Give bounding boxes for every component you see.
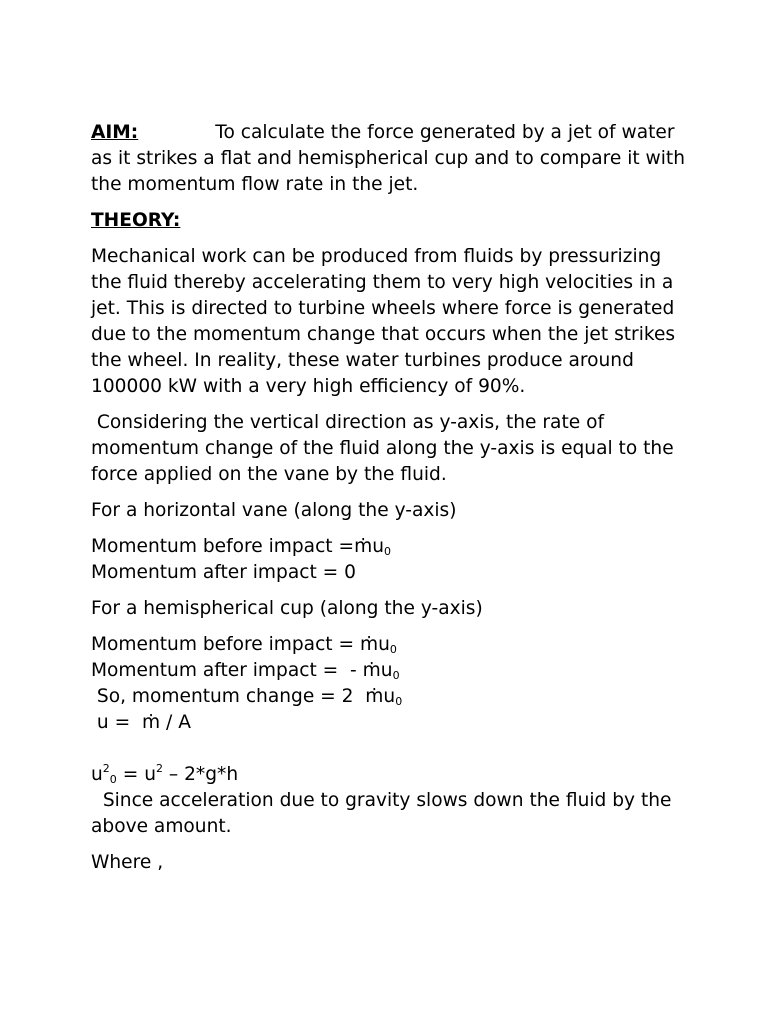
aim-heading: AIM: bbox=[91, 122, 139, 143]
hemi-velocity-equation: u = ṁ / A bbox=[91, 712, 191, 733]
gravity-eq-sup-2: 2 bbox=[155, 762, 163, 775]
horizontal-vane-title: For a horizontal vane (along the y-axis) bbox=[91, 500, 457, 521]
horizontal-momentum-before bbox=[91, 534, 691, 560]
hemi-change-text: So, momentum change = 2 ṁu bbox=[91, 686, 396, 707]
hemi-momentum-before bbox=[91, 632, 691, 658]
hemi-before-subscript: 0 bbox=[389, 643, 397, 656]
horizontal-momentum-after: Momentum after impact = 0 bbox=[91, 562, 356, 583]
hemi-before-text: Momentum before impact = ṁu bbox=[91, 634, 390, 655]
gravity-eq-u: u bbox=[91, 764, 103, 785]
gravity-eq-sup-1: 2 bbox=[102, 762, 110, 775]
hemi-after-subscript: 0 bbox=[392, 669, 400, 682]
theory-paragraph-2-text: Considering the vertical direction as y-axis, the rate of momentum change of the fluid along the y-axis is equal to the force applied on the vane by the fluid. bbox=[91, 412, 680, 485]
aim-text: To calculate the force generated by a jet of water as it strikes a flat and hemispherical cup and to compare it with the momentum flow rate in the jet. bbox=[91, 122, 686, 195]
horizontal-before-text: Momentum before impact =ṁu bbox=[91, 536, 384, 557]
horizontal-before-subscript: 0 bbox=[383, 545, 391, 558]
document-page bbox=[91, 120, 691, 886]
theory-heading: THEORY: bbox=[91, 210, 181, 231]
hemi-momentum-change bbox=[91, 684, 691, 710]
where-line: Where , bbox=[91, 852, 164, 873]
blank-line bbox=[91, 736, 691, 762]
hemi-momentum-after bbox=[91, 658, 691, 684]
hemi-after-text: Momentum after impact = - ṁu bbox=[91, 660, 393, 681]
theory-paragraph-2 bbox=[91, 410, 691, 488]
horizontal-vane-equations bbox=[91, 534, 691, 586]
hemispherical-cup-title: For a hemispherical cup (along the y-axis) bbox=[91, 598, 483, 619]
gravity-eq-sub-1: 0 bbox=[109, 773, 117, 786]
gravity-eq-end: – 2*g*h bbox=[162, 764, 239, 785]
gravity-note: Since acceleration due to gravity slows down the fluid by the above amount. bbox=[91, 790, 678, 837]
theory-paragraph-1: Mechanical work can be produced from fluids by pressurizing the fluid thereby accelerating them to very high velocities in a jet. This is directed to turbine wheels where force is generated due to the momentum change that occurs when the jet strikes the wheel. In reality, these water turbines produce around 100000 kW with a very high efficiency of 90%. bbox=[91, 246, 676, 397]
gravity-equation bbox=[91, 762, 691, 788]
hemispherical-cup-equations bbox=[91, 632, 691, 840]
aim-paragraph bbox=[91, 120, 691, 198]
hemi-change-subscript: 0 bbox=[395, 695, 403, 708]
gravity-eq-mid: = u bbox=[116, 764, 156, 785]
theory-heading-paragraph bbox=[91, 208, 691, 234]
